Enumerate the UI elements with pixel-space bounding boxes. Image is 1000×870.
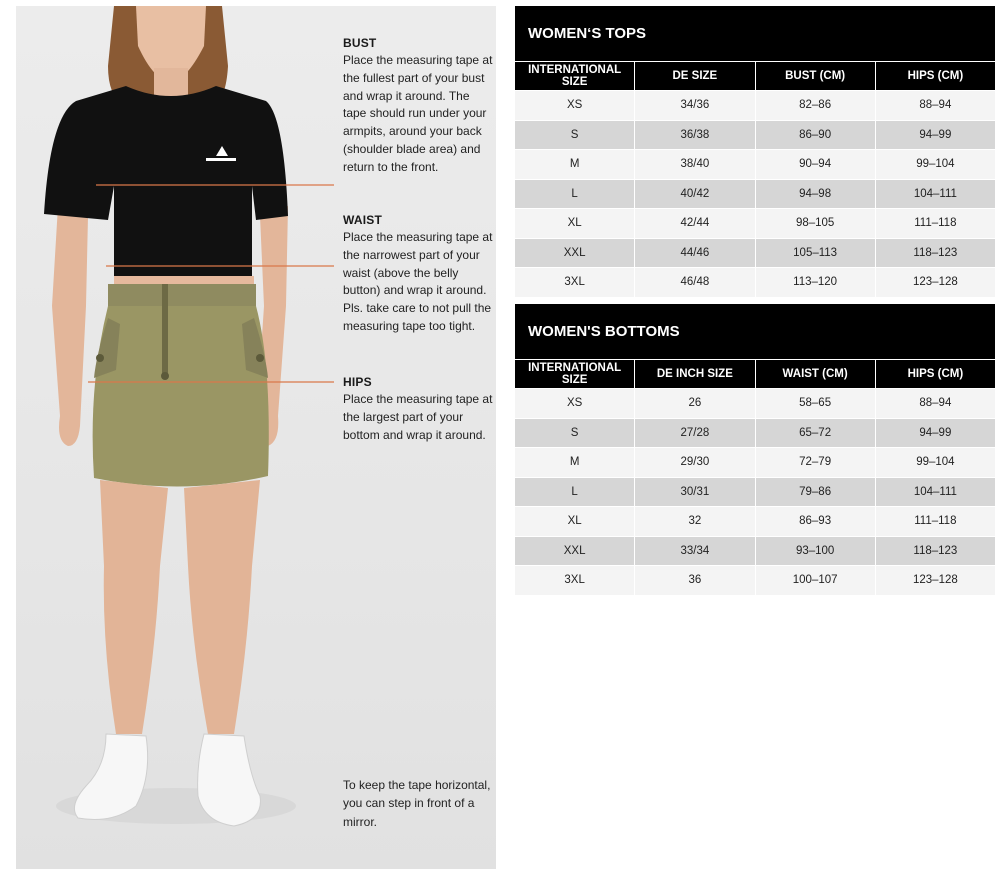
mirror-hint: To keep the tape horizontal, you can step in front of a mirror. (343, 778, 491, 829)
hips-title: HIPS (343, 375, 372, 389)
table-cell: 42/44 (635, 209, 754, 238)
table-cell: 86–93 (756, 507, 875, 536)
table-cell: 65–72 (756, 419, 875, 448)
bust-guide (343, 36, 493, 177)
table-cell: 105–113 (756, 239, 875, 268)
bottoms-table-grid (514, 359, 996, 596)
table-cell: 94–98 (756, 180, 875, 209)
table-cell: 86–90 (756, 121, 875, 150)
waist-guide (343, 213, 493, 336)
column-header: DE INCH SIZE (635, 360, 754, 388)
table-cell: 34/36 (635, 91, 754, 120)
table-cell: 94–99 (876, 121, 995, 150)
column-header: INTERNATIONAL SIZE (515, 360, 634, 388)
table-cell: 104–111 (876, 180, 995, 209)
table-cell: M (515, 150, 634, 179)
table-cell: 88–94 (876, 91, 995, 120)
table-row (515, 268, 995, 297)
table-cell: 40/42 (635, 180, 754, 209)
column-header: DE SIZE (635, 62, 754, 90)
bottoms-table-title: WOMEN'S BOTTOMS (515, 304, 995, 359)
table-cell: 36/38 (635, 121, 754, 150)
table-cell: 72–79 (756, 448, 875, 477)
tops-table-grid (514, 61, 996, 298)
waist-instructions: Place the measuring tape at the narrowest part of your waist (above the belly button) and wrap it around. Pls. take care to not pull the measuring tape too tight. (343, 230, 493, 333)
bust-instructions: Place the measuring tape at the fullest part of your bust and wrap it around. The tape should run under your armpits, around your back (shoulder blade area) and return to the front. (343, 53, 493, 174)
table-cell: 111–118 (876, 209, 995, 238)
table-cell: XL (515, 209, 634, 238)
table-cell: 3XL (515, 268, 634, 297)
table-cell: 58–65 (756, 389, 875, 418)
column-header: BUST (CM) (756, 62, 875, 90)
table-row (515, 121, 995, 150)
waist-title: WAIST (343, 213, 382, 227)
table-cell: 79–86 (756, 478, 875, 507)
column-header: HIPS (CM) (876, 62, 995, 90)
table-cell: XXL (515, 537, 634, 566)
table-cell: 32 (635, 507, 754, 536)
table-row (515, 239, 995, 268)
column-header: WAIST (CM) (756, 360, 875, 388)
table-row (515, 91, 995, 120)
table-cell: 98–105 (756, 209, 875, 238)
table-cell: 93–100 (756, 537, 875, 566)
table-cell: 26 (635, 389, 754, 418)
table-cell: 123–128 (876, 268, 995, 297)
table-row (515, 448, 995, 477)
table-cell: 36 (635, 566, 754, 595)
table-cell: XL (515, 507, 634, 536)
table-row (515, 566, 995, 595)
hips-guide (343, 375, 493, 444)
table-cell: L (515, 180, 634, 209)
tops-table-title: WOMEN‘S TOPS (515, 6, 995, 61)
table-row (515, 389, 995, 418)
table-cell: 123–128 (876, 566, 995, 595)
table-cell: S (515, 121, 634, 150)
table-row (515, 478, 995, 507)
hips-instructions: Place the measuring tape at the largest part of your bottom and wrap it around. (343, 392, 493, 442)
table-cell: XS (515, 91, 634, 120)
table-cell: 46/48 (635, 268, 754, 297)
table-cell: 104–111 (876, 478, 995, 507)
table-cell: XXL (515, 239, 634, 268)
table-row (515, 180, 995, 209)
table-row (515, 507, 995, 536)
right-sneaker (198, 734, 261, 826)
bottoms-size-table (515, 304, 995, 596)
table-cell: 118–123 (876, 239, 995, 268)
table-cell: XS (515, 389, 634, 418)
table-row (515, 419, 995, 448)
model-photo-panel (16, 6, 496, 869)
table-cell: L (515, 478, 634, 507)
tops-header-row (515, 62, 995, 90)
table-cell: 29/30 (635, 448, 754, 477)
table-cell: 113–120 (756, 268, 875, 297)
table-cell: 82–86 (756, 91, 875, 120)
table-cell: 27/28 (635, 419, 754, 448)
column-header: HIPS (CM) (876, 360, 995, 388)
table-row (515, 150, 995, 179)
bottoms-header-row (515, 360, 995, 388)
column-header: INTERNATIONAL SIZE (515, 62, 634, 90)
table-cell: 94–99 (876, 419, 995, 448)
table-row (515, 537, 995, 566)
table-cell: 88–94 (876, 389, 995, 418)
table-row (515, 209, 995, 238)
table-cell: M (515, 448, 634, 477)
tops-size-table (515, 6, 995, 298)
table-cell: 33/34 (635, 537, 754, 566)
table-cell: 111–118 (876, 507, 995, 536)
table-cell: 99–104 (876, 448, 995, 477)
table-cell: 44/46 (635, 239, 754, 268)
table-cell: 100–107 (756, 566, 875, 595)
table-cell: 118–123 (876, 537, 995, 566)
table-cell: 30/31 (635, 478, 754, 507)
table-cell: 99–104 (876, 150, 995, 179)
table-cell: 3XL (515, 566, 634, 595)
table-cell: 90–94 (756, 150, 875, 179)
bust-title: BUST (343, 36, 377, 50)
table-cell: 38/40 (635, 150, 754, 179)
table-cell: S (515, 419, 634, 448)
